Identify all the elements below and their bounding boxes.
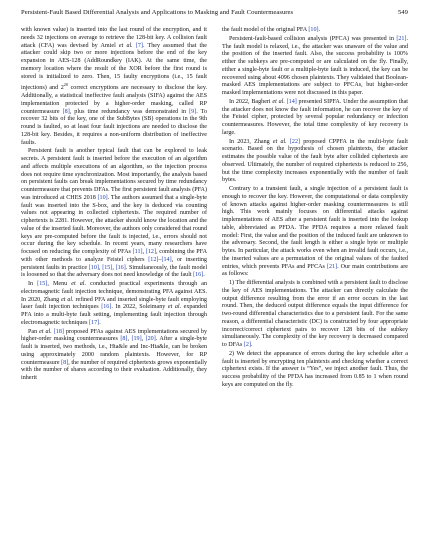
paragraph-text: . The authors assumed that a single-byte fault was inserted into the S-box, and the key is deduced via counting values not appearing in collected ciphertexts. The required number of ciphertexts is 2281. However, the attacker should know the location and the value of the inserted fault. Moreover, the authors only considered that round keys are pre-computed before the fault is injected, i.e., errors should not occur during the key schedule. In recent years, many researchers have focused on reducing the complexity of PFAs [21,194,207,256]
citation-link[interactable]: [12] [145,249,156,256]
emphasis-text: et al. [272,98,285,105]
paragraph-text: proposed CPPFA in the multi-byte fault scenario. Based on the hypothesis of chosen plaintexts, the attacker estimates the possible value of the fault byte after collided ciphertexts are observed. Ultimately, the number of required ciphertexts is reduced to 256, but the time complexity increases exponentially with the number of fault bytes. [222,138,408,184]
citation-link[interactable]: [16] [193,272,204,279]
citation-link[interactable]: [15] [102,264,113,271]
paragraph-text: . [203,272,205,279]
citation-link[interactable]: [8] [120,336,128,343]
paragraph-text: expanded PFA into a multi-byte fault setting, implementing fault injection through electromagnetic techniques [21,304,207,326]
paragraph-text: . Our main contributions are as follows: [222,263,408,278]
citation-link[interactable]: [16] [115,264,126,271]
paragraph-l3 [21,281,207,328]
running-header [21,9,408,27]
citation-link[interactable]: [22] [289,138,301,145]
paragraph-text: . [318,27,321,33]
citation-link[interactable]: [15] [37,281,48,288]
running-title: Persistent-Fault Based Differential Analysis and Applications to Masking and Fault Countermeasures [21,9,294,16]
paragraph-text: presented SIPFA. Under the assumption that the attacker does not know the fault information, he can recover the key of the Feistel cipher, protected by several popular redundancy or infection countermeasures. However, the total time complexity of key recovery is large. [222,98,409,136]
citation-link[interactable]: [12] [148,256,159,263]
citation-link[interactable]: [17] [89,319,100,326]
paragraph-text: In [28,281,38,288]
paragraph-text: . To recover 32 bits of the key, one of the SubBytes (SB) operations in the 9th round is faulted, so at least four fault injections are needed to disclose the 128-bit key. Besides, it requires a non-uniform distribution of ineffective faults. [21,108,207,146]
paragraph-text: . Simultaneously, the fault model is loosened so that the adversary does not need knowledge of the fault [21,264,208,279]
paragraph-text: proposed PFAs against AES implementations secured by higher-order masking countermeasures [21,328,207,343]
right-column [222,27,408,390]
paragraph-text: , the number of required ciphertexts grows exponentially with the number of shares according to their evaluation. Additionally, they inherit [21,359,208,382]
paragraph-r7 [222,351,408,390]
paragraph-r4 [222,139,408,186]
superscript: 20 [63,82,68,88]
paragraph-text: . [251,342,253,348]
paragraph-text: Contrary to a transient fault, a single injection of a persistent fault is enough to recover the key. However, the computational or data complexity of known attacks against higher-order masking countermeasures is still high. This work mainly focuses on differential attacks against implementations of AES after a persistent fault is inserted into the lookup table, abbreviated as PFDA. The PFDA requires a more relaxed fault model: First, the value and the position of the induced fault are unknown to the adversary. Second, the fault length is either a single byte or multiple bytes. In particular, the attack works even when an invalid fault occurs, i.e., the inserted values are a permutation of the original values of the faulted entries, which prevents PFAs and PFCAs [222,186,408,270]
emphasis-text: et al. [118,42,133,49]
paragraph-text: Persistent fault is another typical fault that can be explored to leak secrets. A persistent fault is inserted before the execution of an algorithm and affects multiple executions of an algorithm, so the injection process does not require time synchronization. Most importantly, the analysis based on persistent faults can break implementations secured by time redundancy countermeasure that prevents DFAs. The first persistent fault analysis (PFA) was introduced at CHES 2018 [21,148,207,201]
citation-link[interactable]: [10] [308,27,319,33]
paragraph-l2 [21,148,207,280]
paragraph-text: – [158,256,162,263]
paragraph-text: with known value) is inserted into the last round of the encryption, and it needs 32 injections on average to retrieve the 128-bit key. A collision fault attack (CFA) was devised by Amiel [21,27,207,49]
paragraph-text: In 2022, Bagheri [229,98,273,105]
citation-link[interactable]: [8] [62,108,70,115]
paragraph-text: 2) We detect the appearance of errors during the key schedule after a fault is inserted by encrypting ten plaintexts and checking whether a correct ciphertext exists. If the answer is “Yes”, we inject another fault. Thus, the success probability of the PFDA has increased from 0.85 to 1 when round keys are computed on the fly. [222,350,408,388]
citation-link[interactable]: [7] [135,42,143,49]
paragraph-l1 [21,27,207,147]
citation-link[interactable]: [21] [396,35,407,42]
paragraph-text: , [142,249,146,256]
emphasis-text: et al. [167,304,182,311]
citation-link[interactable]: [2] [243,342,252,348]
citation-link[interactable]: [10] [88,264,99,271]
paragraph-text: the fault model of the original PFA [222,27,309,33]
citation-link[interactable]: [18] [53,328,64,335]
emphasis-text: et al. [71,281,87,288]
citation-link[interactable]: [19] [131,336,142,343]
paragraph-text: In 2023, Zhang [229,138,273,145]
citation-link[interactable]: [16] [101,304,112,311]
citation-link[interactable]: [8] [61,359,69,366]
paragraph-text: , plus time redundancy was demonstrated in [69,108,190,115]
paragraph-r1 [222,27,408,35]
paragraph-text: , or inserting persistent faults in practice [21,256,207,271]
citation-link[interactable]: [20] [145,336,156,343]
paragraph-text: . In 2022, Soleimany [111,304,168,311]
paragraph-text: . [99,319,101,326]
emphasis-text: et al. [61,296,74,303]
paragraph-text: conducted practical experiments through an electromagnetic fault injection technique, demonstrating PFA against AES. In 2020, Zhang [21,281,208,303]
paragraph-text: . The fault model is relaxed, i.e., the attacker was unaware of the value and the position of the inserted fault. Also, the success probability is 100% either the subkeys are pre-computed or are calculated on the fly. Finally, either a single-byte fault or a multiple-byte fault is induced, the key can be recovered using about 4096 chosen plaintexts. They validated that Boolean-masked AES implementations are subject to PFCAs, but higher-order masked implementations were not discussed in this paper. [222,35,408,96]
citation-link[interactable]: [9] [189,108,197,115]
emphasis-text: et al. [39,328,52,335]
paragraph-text: Persistent-fault-based collision analysis (PFCA) was presented in [229,35,397,42]
emphasis-text: et al. [272,138,287,145]
paragraph-text: , [112,264,116,271]
paragraph-text: , Menu [47,281,72,288]
page-number: 549 [397,9,408,16]
citation-link[interactable]: [11] [132,249,143,256]
citation-link[interactable]: [14] [286,98,297,105]
paragraph-text: , combining the PFA with other methods to analyze Feistel ciphers [21,249,207,263]
paragraph-text: . After a single-byte fault is inserted, two methods, i.e., Hta&le and Inc-Hta&le, can be broken using approximately 2000 random plaintexts. However, for RP countermeasure [21,336,208,366]
citation-link[interactable]: [21] [326,263,338,270]
paragraph-text: , [127,336,132,343]
paragraph-r3 [222,99,408,138]
citation-link[interactable]: [14] [161,256,172,263]
paragraph-r2 [222,36,408,98]
paragraph-text: , [98,264,103,271]
paragraph-text: Pan [28,328,40,335]
paragraph-text: correct encryptions are necessary to disclose the key. Additionally, a statistical ineffective fault analysis (SIFA) against the AES implementation protected by a higher-order masking, called RP countermeasure [21,85,207,115]
citation-link[interactable]: [10] [97,194,108,201]
body-columns [21,27,408,390]
left-column [21,27,207,390]
paragraph-r5 [222,186,408,279]
paragraph-l4 [21,329,207,383]
paragraph-text: . They assumed that the attacker could skip two or more injections before the end of the key expansion in AES-128 (AddRoundkey (IAK). At the same time, the memory location where the result of the XOR before the first round is stored is initialized to zero. Then, 15 faulty encryptions (i.e., 15 fault injections) and 2 [21,42,207,92]
paragraph-text: , [141,336,146,343]
paragraph-text: refined PFA and inserted single-byte fault employing laser fault injection techniques [21,296,207,311]
paragraph-text: 1) The differential analysis is combined with a persistent fault to disclose the key of AES implementations. The attacker can directly calculate the output difference resulting from the error if an error occurs in the last round. Then, the deduced output difference equals the input difference for two-round differential characteristics due to a persistent fault. For the same reason, a differential characteristic (DC) is constructed by four appropriate incorrect/correct ciphertext pairs to recover 128 bits of the subkey simultaneously. The complexity of the key recovery is decreased compared to DFAs [222,280,408,348]
paragraph-r6 [222,280,408,350]
